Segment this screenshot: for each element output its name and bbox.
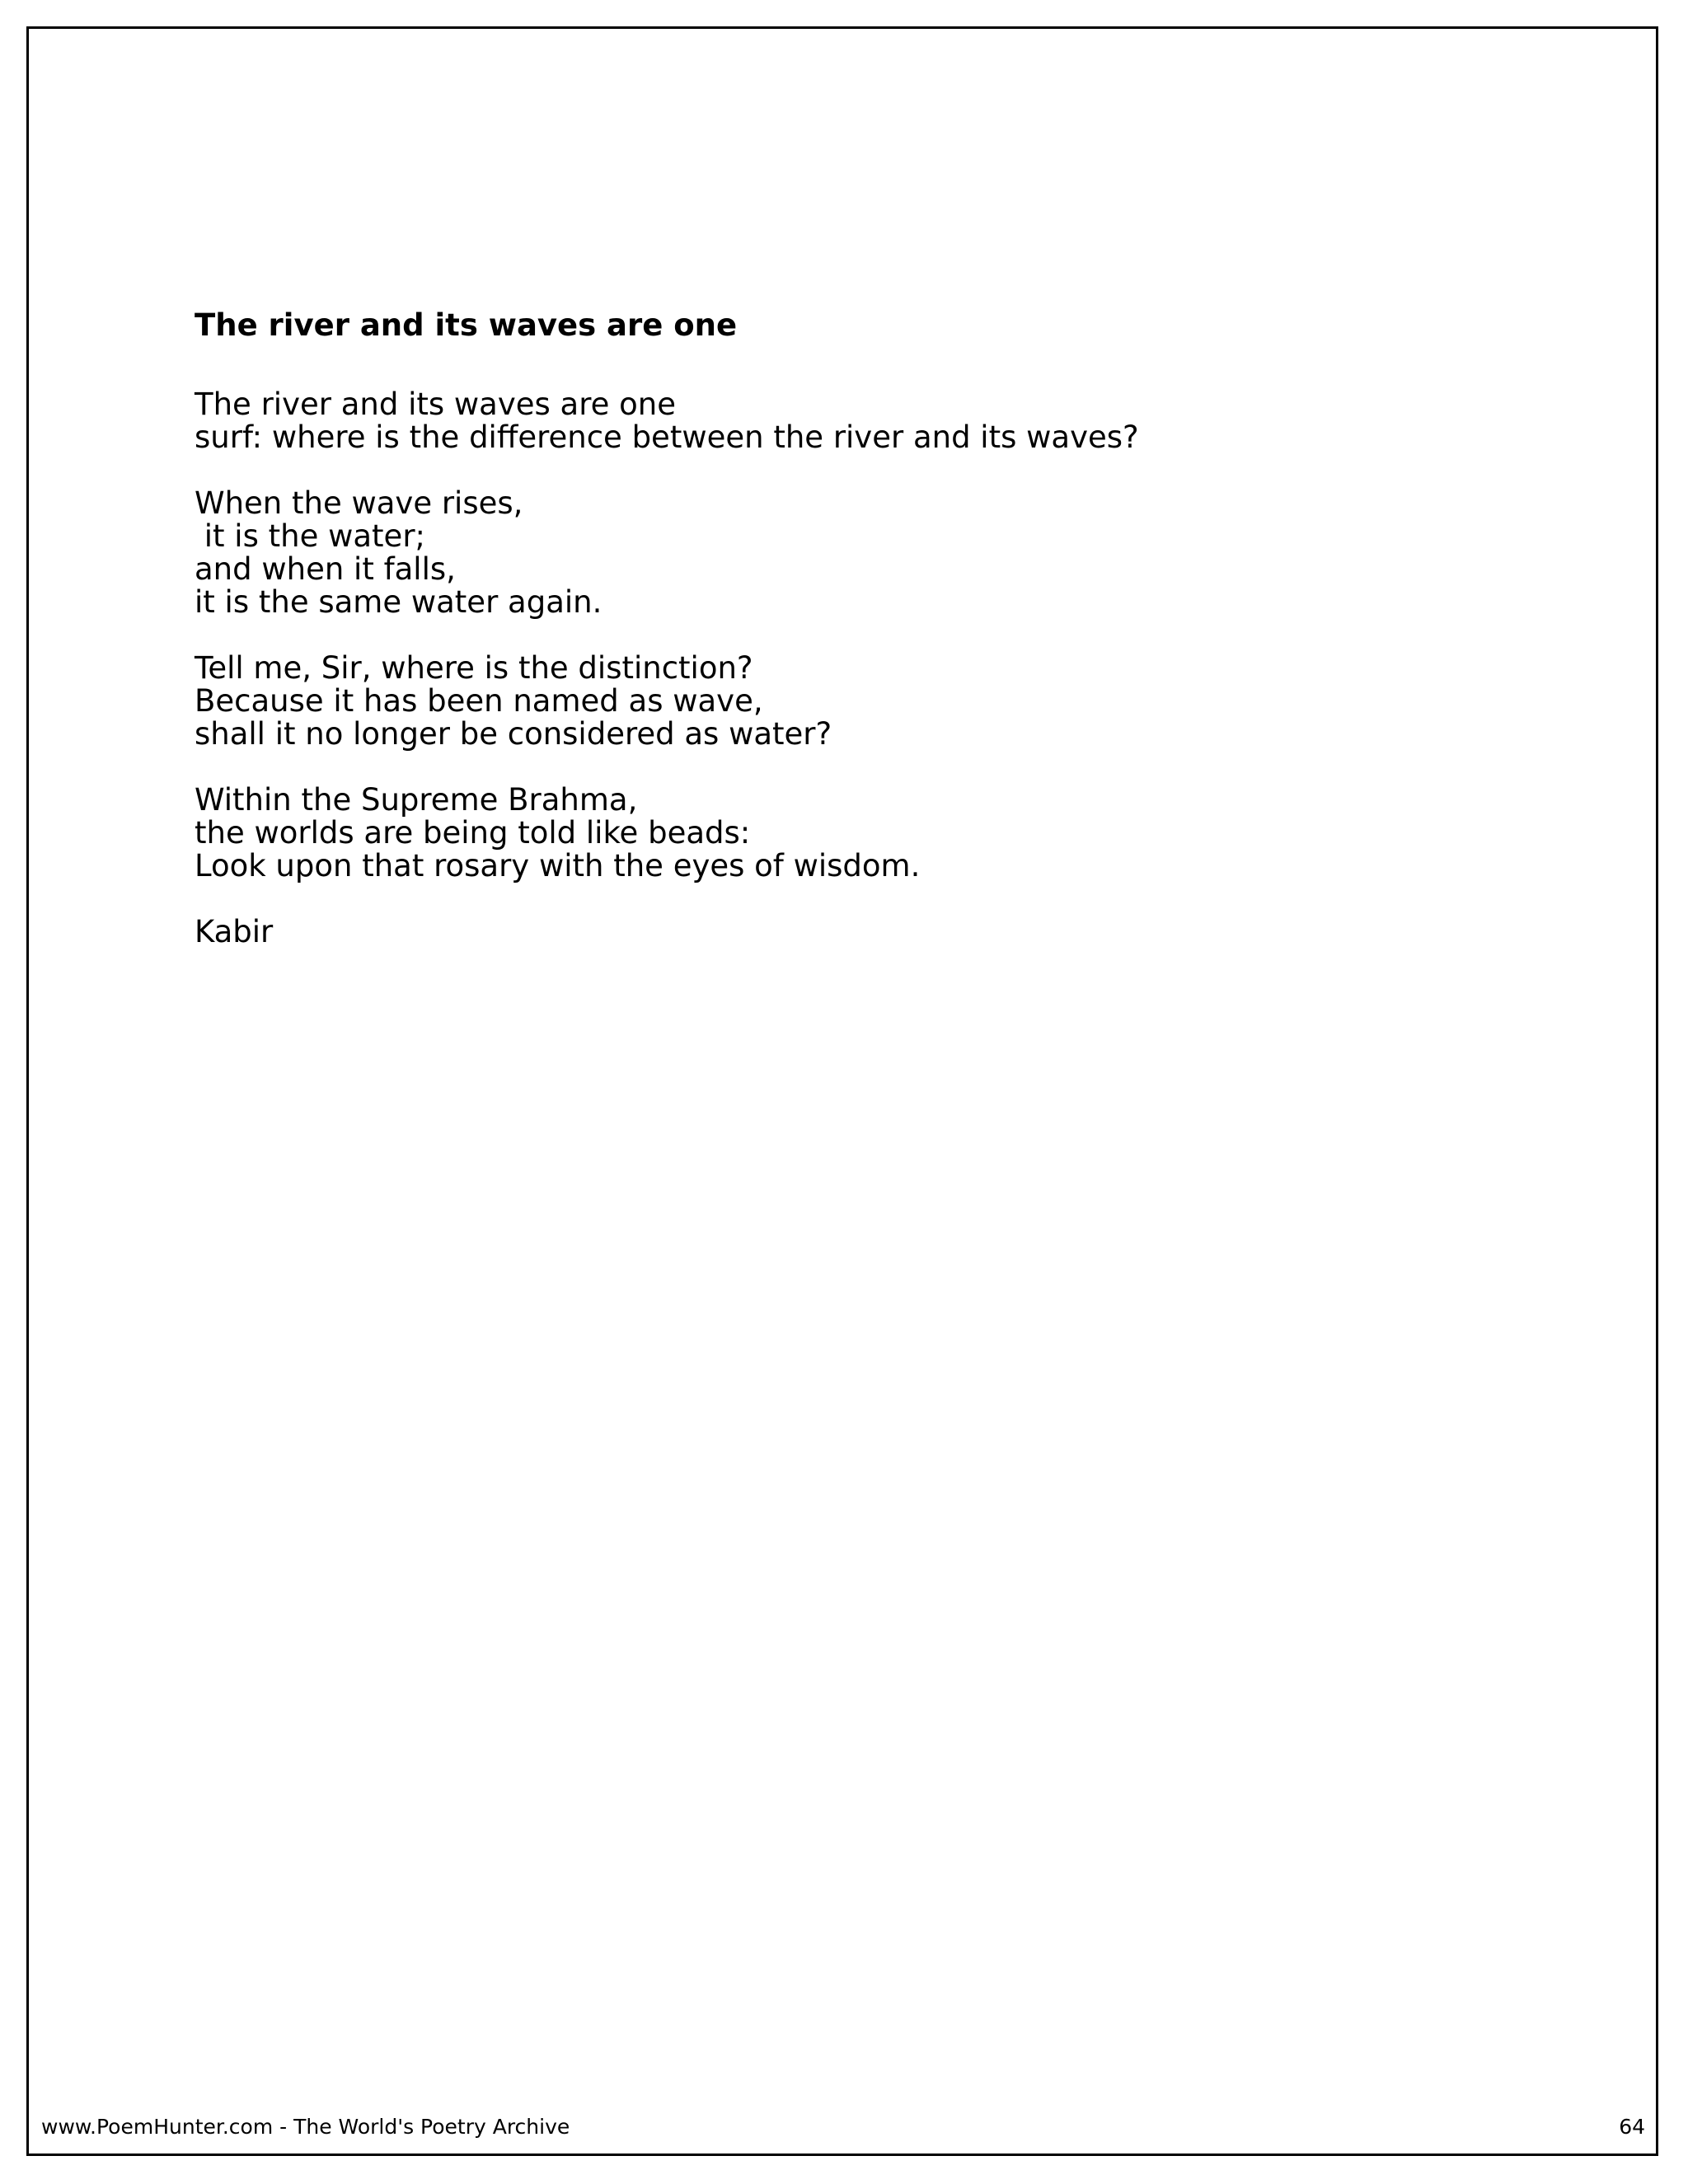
poem-line: Because it has been named as wave, [195, 683, 763, 719]
poem-title: The river and its waves are one [195, 307, 738, 343]
poem-line: surf: where is the difference between the river and its waves? [195, 419, 1139, 455]
stanza-1 [195, 388, 1612, 454]
poem-line: shall it no longer be considered as water? [195, 716, 832, 752]
poem-line: and when it falls, [195, 551, 456, 587]
poem-author: Kabir [195, 914, 274, 949]
stanza-2 [195, 487, 1612, 619]
stanza-3 [195, 652, 1612, 751]
poem-line: When the wave rises, [195, 485, 523, 521]
poem-line: Look upon that rosary with the eyes of wisdom. [195, 848, 921, 883]
page-frame [26, 26, 1658, 2156]
poem-line: The river and its waves are one [195, 387, 676, 422]
stanza-4 [195, 784, 1612, 883]
poem-line: the worlds are being told like beads: [195, 815, 751, 851]
poem-body [195, 388, 1612, 949]
poem-line: Within the Supreme Brahma, [195, 782, 638, 818]
footer-source-link[interactable]: www.PoemHunter.com - The World's Poetry Archive [41, 2115, 570, 2139]
poem-line: it is the same water again. [195, 584, 603, 620]
poem-line: Tell me, Sir, where is the distinction? [195, 650, 753, 686]
poem-line: it is the water; [195, 518, 425, 554]
page-number: 64 [1619, 2115, 1645, 2139]
